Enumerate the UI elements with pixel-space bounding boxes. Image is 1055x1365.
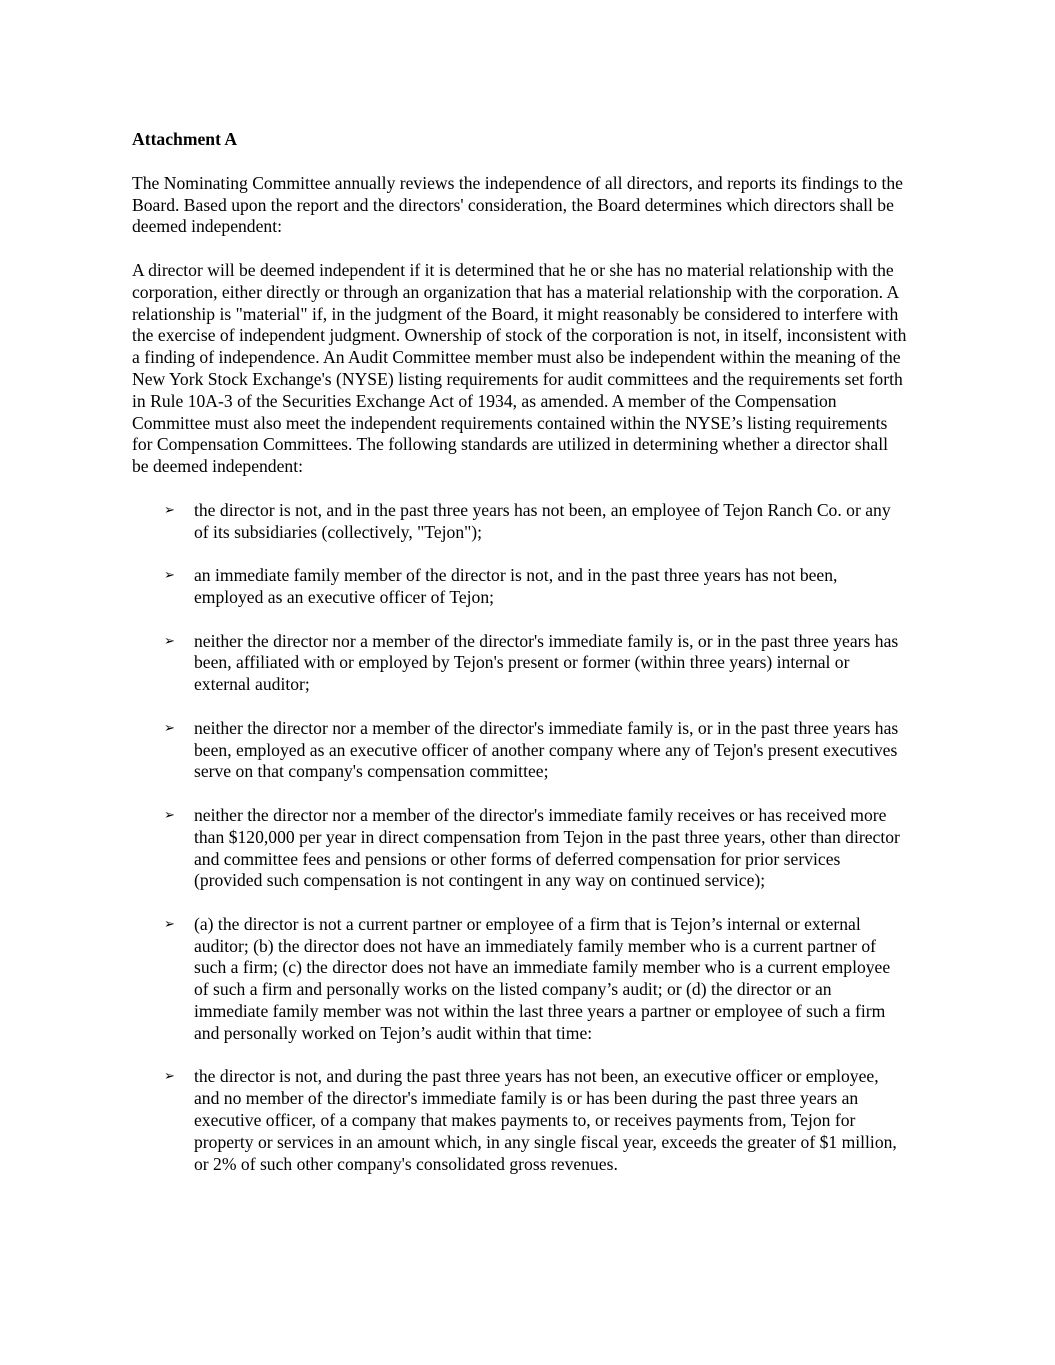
list-item (132, 914, 907, 1045)
standard-text: an immediate family member of the director is not, and in the past three years has not been, employed as an executive officer of Tejon; (194, 565, 838, 607)
standard-text: neither the director nor a member of the director's immediate family is, or in the past three years has been, affiliated with or employed by Tejon's present or former (within three years) internal or external auditor; (194, 630, 899, 695)
independence-standards-list (132, 500, 907, 1176)
arrow-bullet-icon: ➢ (164, 568, 175, 584)
list-item (132, 500, 907, 544)
standard-text: the director is not, and during the past three years has not been, an executive officer or employee, and no member of the director's immediate family is or has been during the past three years an executive officer, of a company that makes payments to, or receives payments from, Tejon for property or services in an amount which, in any single fiscal year, exceeds the greater of $1 million, or 2% of such other company's consolidated gross revenues. (194, 1066, 897, 1174)
list-item (132, 631, 907, 696)
standard-text: (a) the director is not a current partner or employee of a firm that is Tejon’s internal or external auditor; (b) the director does not have an immediately family member who is a current partner of such a firm; (c) the director does not have an immediate family member who is a current employee of such a firm and personally works on the listed company’s audit; or (d) the director or an immediate family member was not within the last three years a partner or employee of such a firm and personally worked on Tejon’s audit within that time: (194, 913, 891, 1043)
arrow-bullet-icon: ➢ (164, 1069, 175, 1085)
independence-definition-paragraph: A director will be deemed independent if it is determined that he or she has no material relationship with the corporation, either directly or through an organization that has a material relationship with the corporation. A relationship is "material" if, in the judgment of the Board, it might reasonably be considered to interfere with the exercise of independent judgment. Ownership of stock of the corporation is not, in itself, inconsistent with a finding of independence. An Audit Committee member must also be independent within the meaning of the New York Stock Exchange's (NYSE) listing requirements for audit committees and the requirements set forth in Rule 10A-3 of the Securities Exchange Act of 1934, as amended. A member of the Compensation Committee must also meet the independent requirements contained within the NYSE’s listing requirements for Compensation Committees. The following standards are utilized in determining whether a director shall be deemed independent: (132, 259, 907, 477)
list-item (132, 718, 907, 783)
list-item (132, 1066, 907, 1175)
attachment-heading: Attachment A (132, 129, 238, 149)
intro-paragraph: The Nominating Committee annually reviews the independence of all directors, and reports its findings to the Board. Based upon the report and the directors' consideration, the Board determines which directors shall be deemed independent: (132, 172, 903, 237)
list-item (132, 805, 907, 892)
arrow-bullet-icon: ➢ (164, 502, 175, 518)
arrow-bullet-icon: ➢ (164, 720, 175, 736)
standard-text: neither the director nor a member of the director's immediate family is, or in the past three years has been, employed as an executive officer of another company where any of Tejon's present executives serve on that company's compensation committee; (194, 717, 899, 782)
standard-text: neither the director nor a member of the director's immediate family receives or has received more than $120,000 per year in direct compensation from Tejon in the past three years, other than director and committee fees and pensions or other forms of deferred compensation for prior services (provided such compensation is not contingent in any way on continued service); (194, 804, 900, 891)
document-page (132, 129, 907, 1197)
arrow-bullet-icon: ➢ (164, 916, 175, 932)
standard-text: the director is not, and in the past three years has not been, an employee of Tejon Ranch Co. or any of its subsidiaries (collectively, "Tejon"); (194, 499, 891, 542)
arrow-bullet-icon: ➢ (164, 807, 175, 823)
arrow-bullet-icon: ➢ (164, 633, 175, 649)
list-item (132, 565, 907, 609)
